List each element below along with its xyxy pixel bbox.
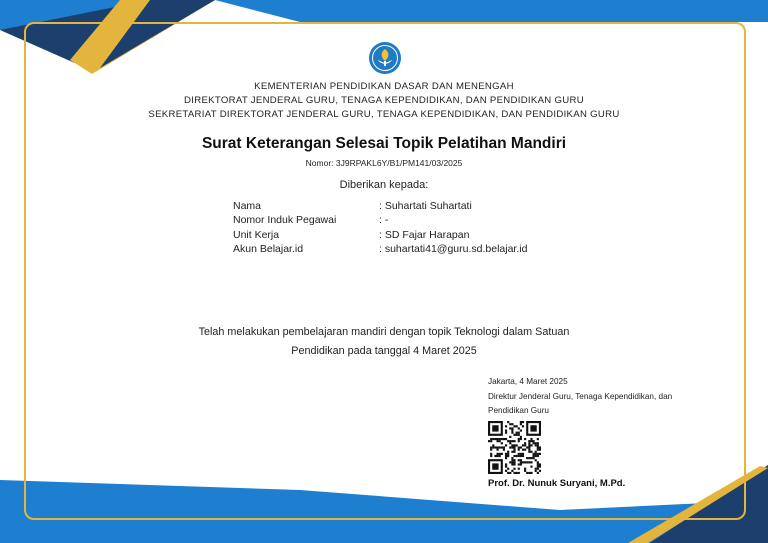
field-value-work-unit: : SD Fajar Harapan bbox=[379, 229, 470, 241]
signer-name: Prof. Dr. Nunuk Suryani, M.Pd. bbox=[488, 478, 626, 489]
field-label-employee-id: Nomor Induk Pegawai bbox=[233, 214, 337, 226]
completion-statement-line1: Telah melakukan pembelajaran mandiri dengan topik Teknologi dalam Satuan bbox=[198, 326, 570, 338]
field-value-name: : Suhartati Suhartati bbox=[379, 200, 472, 212]
field-value-employee-id: : - bbox=[379, 214, 389, 226]
field-label-work-unit: Unit Kerja bbox=[233, 229, 280, 241]
directorate-general-name: DIREKTORAT JENDERAL GURU, TENAGA KEPENDIDIKAN, DAN PENDIDIKAN GURU bbox=[184, 95, 584, 106]
field-label-name: Nama bbox=[233, 200, 262, 212]
completion-statement-line2: Pendidikan pada tanggal 4 Maret 2025 bbox=[291, 345, 477, 357]
signature-position-line2: Pendidikan Guru bbox=[488, 406, 549, 415]
secretariat-name: SEKRETARIAT DIREKTORAT JENDERAL GURU, TENAGA KEPENDIDIKAN, DAN PENDIDIKAN GURU bbox=[148, 109, 620, 120]
signature-place-date: Jakarta, 4 Maret 2025 bbox=[488, 377, 568, 386]
tut-wuri-handayani-logo-icon bbox=[368, 41, 402, 75]
signature-position-line1: Direktur Jenderal Guru, Tenaga Kependidikan, dan bbox=[488, 392, 673, 401]
field-label-account: Akun Belajar.id bbox=[233, 243, 304, 255]
certificate-title: Surat Keterangan Selesai Topik Pelatihan Mandiri bbox=[201, 135, 567, 152]
given-to-label: Diberikan kepada: bbox=[339, 179, 429, 191]
certificate-number: Nomor: 3J9RPAKL6Y/B1/PM141/03/2025 bbox=[305, 158, 463, 168]
top-right-blue-band bbox=[215, 0, 768, 22]
qr-code-icon bbox=[488, 421, 541, 474]
field-value-account: : suhartati41@guru.sd.belajar.id bbox=[379, 243, 528, 255]
ministry-name: KEMENTERIAN PENDIDIKAN DASAR DAN MENENGAH bbox=[254, 81, 514, 92]
